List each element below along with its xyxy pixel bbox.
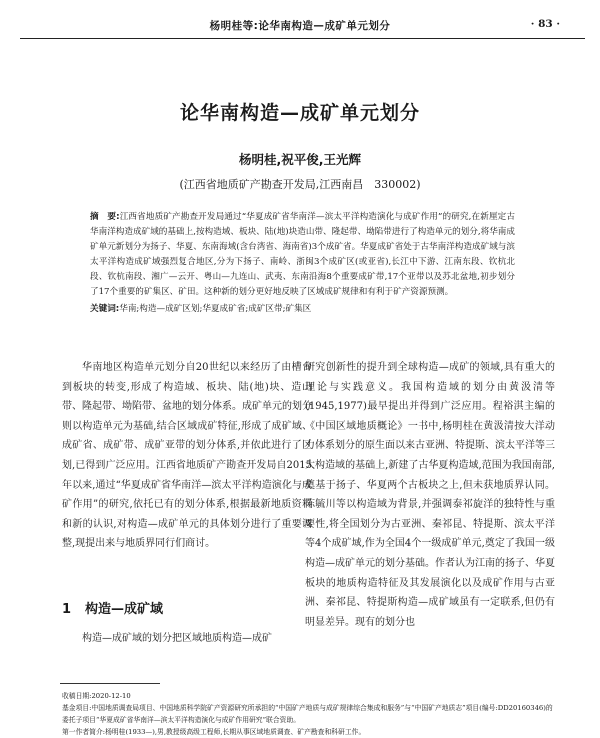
running-head-title: 杨明桂等:论华南构造—成矿单元划分 <box>209 20 391 32</box>
section-paragraph: 构造—成矿域的划分把区域地质构造—成矿 <box>82 633 272 644</box>
abstract-text: 江西省地质矿产勘查开发局通过“华夏成矿省华南洋—滨太平洋构造演化与成矿作用”的研究,在新厘定古华南洋构造成矿域的基础上,按构造域、板块、陆(地)块造山带、隆起带、坳陷带进行了构造单元的划分,将华南成矿单元新划分为扬子、华夏、东南海域(含台湾省、海南省)3个成矿省。华夏成矿省处于古华南洋构造成矿域与滨太平洋构造成矿域强烈复合地区,分为下扬子、南岭、浙闽3个成矿区(或亚省),长江中下游、江南东段、钦杭北段、钦杭南段、湘广—云开、粤山—九连山、武夷、东南沿海8个重要成矿带,17个亚带以及苏北盆地,初步划分了17个重要的矿集区、矿田。这种新的划分更好地反映了区域成矿规律和有利于矿产资源预测。 <box>90 212 515 297</box>
abstract-label: 摘 要: <box>90 212 120 222</box>
affiliation: (江西省地质矿产勘查开发局,江西南昌 330002) <box>179 178 421 191</box>
intro-paragraph: 华南地区构造单元划分自20世纪以来经历了由槽台到板块的转变,形成了构造域、板块、陆(地)块、造山带、隆起带、坳陷带、盆地的划分体系。成矿单元的划分则以构造单元为基础,结合区域成矿特征,形成了成矿域、成矿省、成矿带、成矿亚带的划分体系,并依此进行了区划,已得到广泛应用。江西省地质矿产勘查开发局自2015年以来,通过“华夏成矿省华南洋—滨太平洋构造演化与成矿作用”的研究,依托已有的划分体系,根据最新地质资料和新的认识,对构造—成矿单元的具体划分进行了重要调整,现提出来与地质界同行们商讨。 <box>62 362 312 550</box>
header-rule <box>20 38 585 39</box>
keywords-text: 华南;构造—成矿区划;华夏成矿省;成矿区带;矿集区 <box>119 304 312 314</box>
keywords-label: 关键词: <box>90 304 120 314</box>
section-heading <box>62 598 163 617</box>
running-head <box>0 18 600 36</box>
footnote-funding: 基金项目:中国地质调查局项目、中国地质科学院矿产资源研究所承担的“中国矿产地质与成矿规律综合集成和服务”与“中国矿产地质志”项目(编号:DD20160346)的委托子项目“华夏成矿省华南洋—滨太平洋构造演化与成矿作用研究”联合资助。 <box>62 704 553 724</box>
section-title: 构造—成矿域 <box>85 602 164 617</box>
footnote-rule <box>60 683 160 684</box>
page-number: · 83 · <box>530 18 560 30</box>
footnotes <box>62 690 557 738</box>
abstract <box>90 210 515 300</box>
article-title: 论华南构造—成矿单元划分 <box>179 102 420 124</box>
footnote-author: 第一作者简介:杨明桂(1933—),男,教授级高级工程师,长期从事区域地质调查、矿产勘查和科研工作。 <box>62 728 366 736</box>
right-column-paragraph: 研究创新性的提升到全球构造—成矿的领域,具有重大的理论与实践意义。我国构造域的划分由黄汲清等(1945,1977)最早提出并得到广泛应用。程裕淇主编的《中国区域地质概论》一书中,杨明桂在黄汲清按大洋动力体系划分的原生面以来古亚洲、特提斯、滨太平洋等三大构造域的基础上,新建了古华夏构造域,范围为我国南部,奠基于扬子、华夏两个古板块之上,但未获地质界认同。陈毓川等以构造域为背景,并强调泰祁旋洋的独特性与重要性,将全国划分为古亚洲、秦祁昆、特提斯、滨太平洋等4个成矿域,作为全国4个一级成矿单元,奠定了我国一级构造—成矿单元的划分基础。作者认为江南的扬子、华夏板块的地质构造特征及其发展演化以及成矿作用与古亚洲、秦祁昆、特提斯构造—成矿域虽有一定联系,但仍有明显差异。现有的划分也 <box>305 362 555 628</box>
footnote-received: 收稿日期:2020-12-10 <box>62 692 131 700</box>
section-number: 1 <box>62 602 72 617</box>
keywords <box>90 302 515 317</box>
author-list: 杨明桂,祝平俊,王光辉 <box>239 152 361 167</box>
